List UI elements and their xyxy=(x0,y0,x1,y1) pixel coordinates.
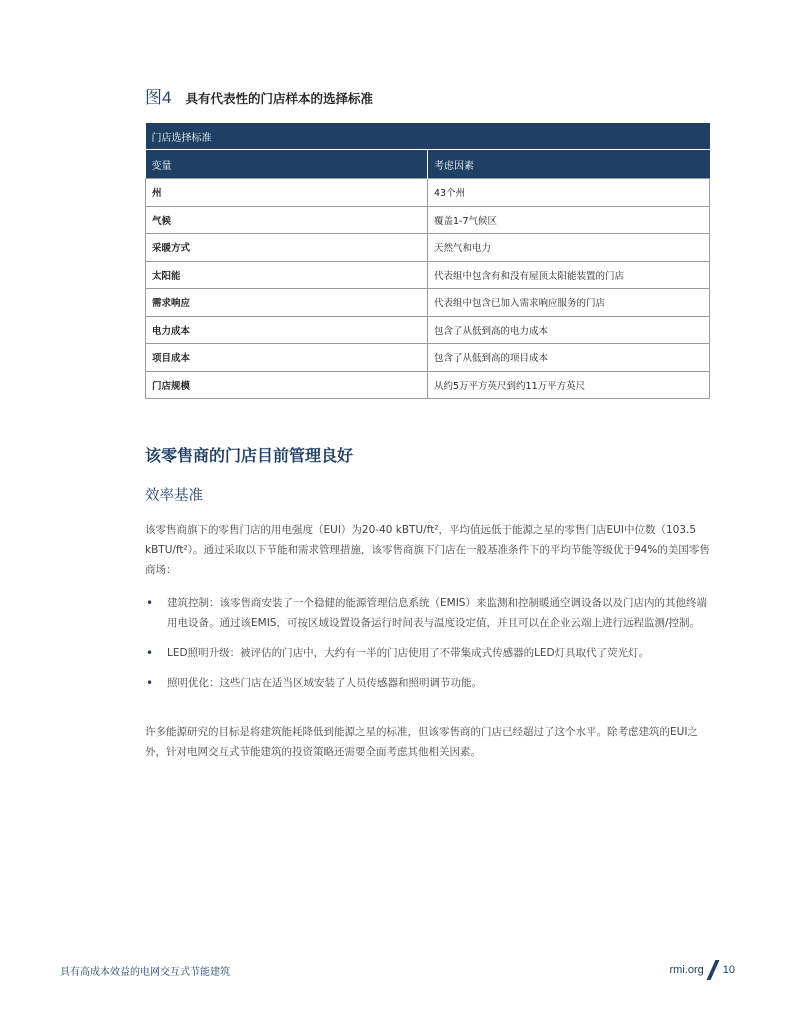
list-item xyxy=(145,673,715,693)
variable-cell: 州 xyxy=(146,179,428,207)
factor-cell: 包含了从低到高的电力成本 xyxy=(428,316,710,344)
footer-site-link[interactable]: rmi.org xyxy=(669,964,704,976)
list-item xyxy=(145,643,715,663)
variable-cell: 电力成本 xyxy=(146,316,428,344)
variable-cell: 项目成本 xyxy=(146,344,428,372)
list-item-text: 建筑控制：该零售商安装了一个稳健的能源管理信息系统（EMIS）来监测和控制暖通空调设备以及门店内的其他终端用电设备。通过该EMIS，可按区域设置设备运行时间表与温度设定值，并且可以在企业云端上进行远程监测/控制。 xyxy=(167,597,707,629)
table-row xyxy=(146,316,710,344)
factor-cell: 代表组中包含已加入需求响应服务的门店 xyxy=(428,289,710,317)
table-caption-row xyxy=(146,123,710,150)
column-header-variable: 变量 xyxy=(146,150,428,179)
table-row xyxy=(146,344,710,372)
table-row xyxy=(146,289,710,317)
factor-cell: 43个州 xyxy=(428,179,710,207)
slash-divider-icon xyxy=(706,960,719,980)
closing-paragraph: 许多能源研究的目标是将建筑能耗降低到能源之星的标准，但该零售商的门店已经超过了这个水平。除考虑建筑的EUI之外，针对电网交互式节能建筑的投资策略还需要全面考虑其他相关因素。 xyxy=(145,726,698,758)
factor-cell: 代表组中包含有和没有屋顶太阳能装置的门店 xyxy=(428,261,710,289)
table-row xyxy=(146,371,710,399)
intro-paragraph: 该零售商旗下的零售门店的用电强度（EUI）为20-40 kBTU/ft²，平均值远低于能源之星的零售门店EUI中位数（103.5 kBTU/ft²）。通过采取以下节能和需求管理措施，该零售商旗下门店在一般基准条件下的平均节能等级优于94%的美国零售商场： xyxy=(145,524,710,576)
bullet-icon: • xyxy=(146,646,154,660)
table-row xyxy=(146,206,710,234)
list-item xyxy=(145,593,715,633)
page-number: 10 xyxy=(722,964,735,976)
table-row xyxy=(146,179,710,207)
measures-list xyxy=(145,593,715,703)
footer-document-title: 具有高成本效益的电网交互式节能建筑 xyxy=(60,967,230,978)
figure-title xyxy=(145,83,373,108)
store-selection-criteria-table xyxy=(145,123,710,399)
list-item-text: LED照明升级：被评估的门店中，大约有一半的门店使用了不带集成式传感器的LED灯具取代了荧光灯。 xyxy=(167,647,650,659)
variable-cell: 采暖方式 xyxy=(146,234,428,262)
sub-heading: 效率基准 xyxy=(145,488,203,504)
factor-cell: 包含了从低到高的项目成本 xyxy=(428,344,710,372)
section-heading: 该零售商的门店目前管理良好 xyxy=(145,446,354,465)
variable-cell: 气候 xyxy=(146,206,428,234)
footer-page-info xyxy=(670,960,735,980)
variable-cell: 门店规模 xyxy=(146,371,428,399)
variable-cell: 太阳能 xyxy=(146,261,428,289)
figure-caption: 具有代表性的门店样本的选择标准 xyxy=(185,91,373,106)
factor-cell: 覆盖1-7气候区 xyxy=(428,206,710,234)
figure-label: 图4 xyxy=(145,88,172,107)
variable-cell: 需求响应 xyxy=(146,289,428,317)
column-header-factors: 考虑因素 xyxy=(428,150,710,179)
bullet-icon: • xyxy=(146,676,154,690)
table-header-row xyxy=(146,150,710,179)
table-row xyxy=(146,234,710,262)
table-caption: 门店选择标准 xyxy=(146,123,710,150)
factor-cell: 从约5万平方英尺到约11万平方英尺 xyxy=(428,371,710,399)
table-row xyxy=(146,261,710,289)
factor-cell: 天然气和电力 xyxy=(428,234,710,262)
list-item-text: 照明优化：这些门店在适当区域安装了人员传感器和照明调节功能。 xyxy=(167,677,482,689)
bullet-icon: • xyxy=(146,596,154,610)
